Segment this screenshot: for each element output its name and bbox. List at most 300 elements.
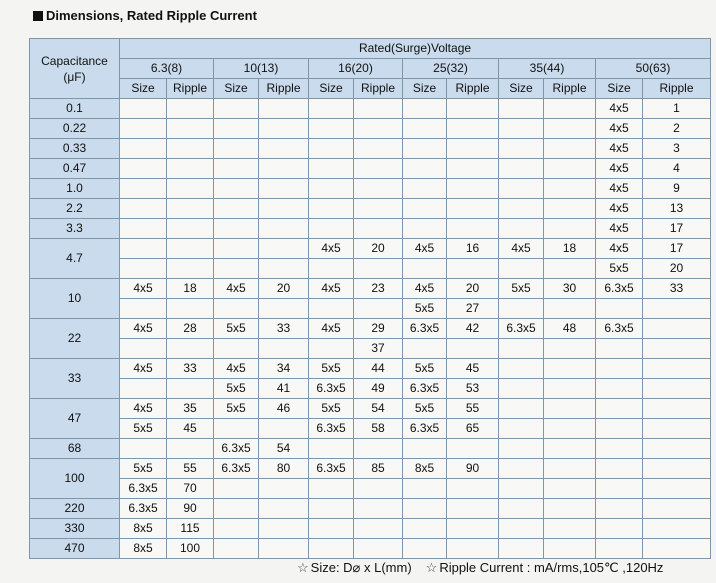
- ripple-cell: [643, 539, 711, 559]
- table-row: [30, 459, 711, 479]
- size-cell: [309, 259, 354, 279]
- ripple-cell: [544, 519, 596, 539]
- ripple-cell: [354, 159, 403, 179]
- ripple-cell: [544, 339, 596, 359]
- table-row: [30, 399, 711, 419]
- ripple-cell: [167, 219, 214, 239]
- capacitance-cell: 2.2: [30, 199, 120, 219]
- ripple-cell: 4: [643, 159, 711, 179]
- size-cell: [403, 339, 447, 359]
- ripple-cell: 35: [167, 399, 214, 419]
- ripple-cell: [167, 379, 214, 399]
- capacitance-cell: 47: [30, 399, 120, 439]
- size-cell: 4x5: [499, 239, 544, 259]
- ripple-cell: [167, 179, 214, 199]
- size-cell: [309, 119, 354, 139]
- ripple-subheader: Ripple: [354, 79, 403, 99]
- size-cell: 5x5: [120, 459, 167, 479]
- size-cell: [499, 479, 544, 499]
- ripple-cell: [354, 539, 403, 559]
- size-cell: 4x5: [120, 279, 167, 299]
- size-cell: [120, 299, 167, 319]
- size-cell: [309, 199, 354, 219]
- ripple-cell: 48: [544, 319, 596, 339]
- size-cell: [403, 159, 447, 179]
- table-row: [30, 279, 711, 299]
- ripple-cell: 55: [447, 399, 499, 419]
- ripple-cell: [447, 139, 499, 159]
- capacitance-cell: 0.47: [30, 159, 120, 179]
- ripple-cell: [643, 319, 711, 339]
- size-cell: 6.3x5: [309, 459, 354, 479]
- size-cell: [403, 139, 447, 159]
- ripple-subheader: Ripple: [167, 79, 214, 99]
- size-cell: 4x5: [596, 159, 643, 179]
- size-subheader: Size: [499, 79, 544, 99]
- table-row: [30, 479, 711, 499]
- size-cell: [596, 499, 643, 519]
- size-subheader: Size: [120, 79, 167, 99]
- ripple-cell: [544, 199, 596, 219]
- size-cell: [596, 359, 643, 379]
- size-cell: [120, 339, 167, 359]
- size-cell: 6.3x5: [120, 479, 167, 499]
- capacitance-cell: 68: [30, 439, 120, 459]
- table-row: [30, 379, 711, 399]
- table-row: [30, 359, 711, 379]
- size-cell: [120, 219, 167, 239]
- ripple-cell: [447, 339, 499, 359]
- ripple-cell: [167, 199, 214, 219]
- size-cell: 5x5: [309, 359, 354, 379]
- size-cell: [309, 499, 354, 519]
- ripple-cell: 20: [447, 279, 499, 299]
- size-cell: 5x5: [214, 399, 259, 419]
- ripple-cell: 85: [354, 459, 403, 479]
- size-cell: [214, 139, 259, 159]
- ripple-cell: [259, 139, 309, 159]
- ripple-cell: [259, 339, 309, 359]
- ripple-cell: 2: [643, 119, 711, 139]
- ripple-cell: [544, 499, 596, 519]
- table-row: [30, 339, 711, 359]
- ripple-cell: [643, 519, 711, 539]
- size-cell: [309, 479, 354, 499]
- ripple-cell: 90: [167, 499, 214, 519]
- ripple-cell: 18: [167, 279, 214, 299]
- size-cell: [403, 179, 447, 199]
- size-cell: [120, 179, 167, 199]
- ripple-cell: 34: [259, 359, 309, 379]
- ripple-cell: [643, 299, 711, 319]
- ripple-cell: 42: [447, 319, 499, 339]
- size-cell: 4x5: [309, 239, 354, 259]
- section-heading: [33, 8, 257, 23]
- capacitance-cell: 3.3: [30, 219, 120, 239]
- ripple-cell: [167, 299, 214, 319]
- ripple-cell: 20: [259, 279, 309, 299]
- ripple-cell: 70: [167, 479, 214, 499]
- ripple-cell: [643, 399, 711, 419]
- capacitance-cell: 10: [30, 279, 120, 319]
- ripple-cell: [167, 439, 214, 459]
- capacitance-cell: 0.22: [30, 119, 120, 139]
- ripple-cell: [259, 519, 309, 539]
- dimensions-table: [29, 38, 711, 559]
- size-cell: [309, 219, 354, 239]
- size-cell: [499, 259, 544, 279]
- star-icon: ☆: [425, 560, 438, 575]
- ripple-cell: [447, 499, 499, 519]
- size-cell: 5x5: [214, 379, 259, 399]
- size-cell: [120, 199, 167, 219]
- capacitance-cell: 0.1: [30, 99, 120, 119]
- capacitance-cell: 22: [30, 319, 120, 359]
- ripple-cell: [354, 219, 403, 239]
- ripple-cell: 44: [354, 359, 403, 379]
- ripple-cell: 20: [354, 239, 403, 259]
- size-cell: 5x5: [120, 419, 167, 439]
- size-cell: [596, 299, 643, 319]
- table-row: [30, 439, 711, 459]
- capacitance-cell: 330: [30, 519, 120, 539]
- ripple-cell: [544, 439, 596, 459]
- ripple-cell: 27: [447, 299, 499, 319]
- voltage-column-header: 10(13): [214, 59, 309, 79]
- size-cell: [214, 119, 259, 139]
- ripple-cell: [259, 479, 309, 499]
- ripple-cell: [259, 299, 309, 319]
- size-cell: [596, 479, 643, 499]
- size-cell: 8x5: [120, 519, 167, 539]
- size-cell: 6.3x5: [499, 319, 544, 339]
- ripple-cell: [447, 119, 499, 139]
- size-cell: [309, 339, 354, 359]
- ripple-cell: [544, 159, 596, 179]
- table-row: [30, 499, 711, 519]
- size-cell: [403, 539, 447, 559]
- size-cell: [499, 119, 544, 139]
- table-row: [30, 159, 711, 179]
- square-bullet-icon: [33, 11, 43, 21]
- table-header: [30, 39, 711, 99]
- ripple-cell: [259, 179, 309, 199]
- ripple-cell: 33: [167, 359, 214, 379]
- ripple-subheader: Ripple: [643, 79, 711, 99]
- table-row: [30, 319, 711, 339]
- size-cell: 4x5: [596, 119, 643, 139]
- size-cell: [120, 99, 167, 119]
- size-cell: [120, 259, 167, 279]
- ripple-cell: [544, 299, 596, 319]
- ripple-cell: [447, 519, 499, 539]
- ripple-cell: [643, 339, 711, 359]
- voltage-column-header: 6.3(8): [120, 59, 214, 79]
- table-row: [30, 419, 711, 439]
- ripple-cell: [643, 459, 711, 479]
- voltage-header: Rated(Surge)Voltage: [120, 39, 711, 59]
- size-cell: 6.3x5: [596, 319, 643, 339]
- size-cell: [499, 419, 544, 439]
- ripple-cell: [259, 259, 309, 279]
- ripple-cell: [447, 259, 499, 279]
- size-cell: [499, 99, 544, 119]
- ripple-cell: 18: [544, 239, 596, 259]
- ripple-cell: 54: [259, 439, 309, 459]
- ripple-cell: [544, 119, 596, 139]
- subheader-row: [30, 79, 711, 99]
- size-cell: [499, 159, 544, 179]
- ripple-cell: [167, 119, 214, 139]
- ripple-cell: [544, 259, 596, 279]
- ripple-cell: [643, 359, 711, 379]
- ripple-cell: 20: [643, 259, 711, 279]
- ripple-cell: 17: [643, 239, 711, 259]
- size-cell: 6.3x5: [403, 419, 447, 439]
- ripple-cell: [447, 179, 499, 199]
- size-cell: 6.3x5: [403, 319, 447, 339]
- ripple-cell: [259, 419, 309, 439]
- ripple-cell: [643, 379, 711, 399]
- ripple-cell: [167, 139, 214, 159]
- table-row: [30, 219, 711, 239]
- ripple-cell: [447, 439, 499, 459]
- size-cell: [403, 119, 447, 139]
- ripple-cell: [643, 439, 711, 459]
- table-row: [30, 179, 711, 199]
- size-cell: [214, 419, 259, 439]
- size-cell: 5x5: [499, 279, 544, 299]
- ripple-cell: [167, 159, 214, 179]
- size-cell: [403, 479, 447, 499]
- ripple-cell: 30: [544, 279, 596, 299]
- size-subheader: Size: [596, 79, 643, 99]
- voltage-column-header: 35(44): [499, 59, 596, 79]
- size-cell: [120, 159, 167, 179]
- size-cell: [403, 199, 447, 219]
- size-cell: [214, 159, 259, 179]
- ripple-cell: [643, 419, 711, 439]
- size-cell: [309, 439, 354, 459]
- ripple-cell: 29: [354, 319, 403, 339]
- size-cell: [499, 399, 544, 419]
- ripple-cell: [354, 199, 403, 219]
- size-cell: [499, 459, 544, 479]
- size-cell: 8x5: [120, 539, 167, 559]
- table-row: [30, 259, 711, 279]
- ripple-cell: 45: [167, 419, 214, 439]
- size-cell: [214, 299, 259, 319]
- size-cell: [596, 519, 643, 539]
- size-cell: 4x5: [403, 239, 447, 259]
- ripple-note: ☆ Ripple Current : mA/rms,105℃ ,120Hz: [425, 560, 664, 575]
- size-cell: [214, 239, 259, 259]
- size-cell: [214, 259, 259, 279]
- size-cell: [120, 439, 167, 459]
- table-row: [30, 299, 711, 319]
- ripple-cell: [259, 199, 309, 219]
- size-cell: [499, 139, 544, 159]
- table-row: [30, 119, 711, 139]
- ripple-cell: [259, 499, 309, 519]
- size-cell: 5x5: [403, 359, 447, 379]
- size-cell: 6.3x5: [120, 499, 167, 519]
- ripple-cell: [259, 159, 309, 179]
- ripple-cell: [167, 239, 214, 259]
- ripple-cell: [447, 219, 499, 239]
- ripple-cell: 49: [354, 379, 403, 399]
- ripple-cell: [447, 99, 499, 119]
- ripple-cell: 37: [354, 339, 403, 359]
- ripple-cell: 80: [259, 459, 309, 479]
- size-cell: [214, 339, 259, 359]
- table-row: [30, 519, 711, 539]
- ripple-cell: 17: [643, 219, 711, 239]
- ripple-cell: 1: [643, 99, 711, 119]
- ripple-cell: [259, 539, 309, 559]
- size-cell: 4x5: [120, 359, 167, 379]
- size-cell: 4x5: [309, 319, 354, 339]
- ripple-cell: [447, 479, 499, 499]
- size-cell: [403, 519, 447, 539]
- ripple-cell: [354, 439, 403, 459]
- size-note: ☆ Size: D⌀ x L(mm): [297, 560, 412, 575]
- size-cell: 4x5: [120, 399, 167, 419]
- ripple-cell: [544, 379, 596, 399]
- size-cell: [214, 499, 259, 519]
- size-cell: 4x5: [596, 139, 643, 159]
- ripple-cell: 46: [259, 399, 309, 419]
- size-cell: [596, 439, 643, 459]
- size-cell: [309, 159, 354, 179]
- ripple-cell: 100: [167, 539, 214, 559]
- ripple-cell: [354, 299, 403, 319]
- size-cell: [499, 519, 544, 539]
- star-icon: ☆: [297, 560, 309, 575]
- ripple-cell: [544, 219, 596, 239]
- ripple-cell: [643, 479, 711, 499]
- capacitance-cell: 220: [30, 499, 120, 519]
- size-cell: 4x5: [403, 279, 447, 299]
- capacitance-cell: 33: [30, 359, 120, 399]
- size-cell: 8x5: [403, 459, 447, 479]
- capacitance-cell: 4.7: [30, 239, 120, 279]
- ripple-cell: [544, 539, 596, 559]
- size-cell: [309, 99, 354, 119]
- size-cell: 4x5: [214, 279, 259, 299]
- size-cell: [499, 359, 544, 379]
- capacitance-header: Capacitance (μF): [30, 39, 120, 99]
- voltage-column-header: 25(32): [403, 59, 499, 79]
- size-cell: [120, 379, 167, 399]
- ripple-cell: 23: [354, 279, 403, 299]
- size-cell: [214, 539, 259, 559]
- size-cell: [596, 539, 643, 559]
- size-cell: [499, 539, 544, 559]
- size-cell: [499, 379, 544, 399]
- ripple-cell: [354, 119, 403, 139]
- size-cell: 4x5: [596, 99, 643, 119]
- size-cell: 6.3x5: [214, 459, 259, 479]
- size-cell: [120, 119, 167, 139]
- ripple-cell: [167, 259, 214, 279]
- ripple-cell: 54: [354, 399, 403, 419]
- ripple-cell: 16: [447, 239, 499, 259]
- size-cell: 6.3x5: [214, 439, 259, 459]
- ripple-cell: 33: [259, 319, 309, 339]
- table-row: [30, 539, 711, 559]
- size-subheader: Size: [309, 79, 354, 99]
- ripple-cell: [544, 459, 596, 479]
- ripple-cell: 13: [643, 199, 711, 219]
- size-cell: [596, 399, 643, 419]
- size-cell: [499, 339, 544, 359]
- ripple-cell: [354, 499, 403, 519]
- size-cell: [499, 299, 544, 319]
- size-cell: [403, 439, 447, 459]
- ripple-cell: [259, 119, 309, 139]
- size-cell: 4x5: [214, 359, 259, 379]
- ripple-cell: 45: [447, 359, 499, 379]
- size-cell: [403, 99, 447, 119]
- size-cell: [499, 499, 544, 519]
- capacitance-cell: 100: [30, 459, 120, 499]
- ripple-subheader: Ripple: [447, 79, 499, 99]
- ripple-cell: [447, 199, 499, 219]
- size-cell: [596, 339, 643, 359]
- size-cell: 4x5: [596, 219, 643, 239]
- capacitance-cell: 1.0: [30, 179, 120, 199]
- size-cell: [214, 99, 259, 119]
- voltage-column-header: 50(63): [596, 59, 711, 79]
- size-cell: [309, 539, 354, 559]
- size-cell: [214, 179, 259, 199]
- size-subheader: Size: [403, 79, 447, 99]
- table-body: [30, 99, 711, 559]
- size-cell: [214, 199, 259, 219]
- size-cell: 5x5: [309, 399, 354, 419]
- size-cell: [309, 139, 354, 159]
- size-cell: [309, 179, 354, 199]
- size-cell: [499, 199, 544, 219]
- size-cell: [596, 379, 643, 399]
- size-cell: 5x5: [214, 319, 259, 339]
- size-cell: [120, 239, 167, 259]
- size-cell: [214, 519, 259, 539]
- ripple-cell: [544, 399, 596, 419]
- size-cell: [214, 219, 259, 239]
- table-row: [30, 199, 711, 219]
- ripple-cell: [259, 99, 309, 119]
- ripple-cell: [447, 159, 499, 179]
- size-cell: 5x5: [403, 299, 447, 319]
- size-cell: 5x5: [596, 259, 643, 279]
- size-cell: 4x5: [596, 199, 643, 219]
- ripple-cell: [354, 179, 403, 199]
- ripple-cell: [354, 259, 403, 279]
- ripple-cell: [354, 479, 403, 499]
- size-cell: [596, 459, 643, 479]
- ripple-cell: [259, 239, 309, 259]
- ripple-cell: [167, 99, 214, 119]
- ripple-cell: 41: [259, 379, 309, 399]
- capacitance-cell: 0.33: [30, 139, 120, 159]
- size-cell: 6.3x5: [596, 279, 643, 299]
- ripple-subheader: Ripple: [259, 79, 309, 99]
- table-row: [30, 139, 711, 159]
- size-subheader: Size: [214, 79, 259, 99]
- ripple-cell: 115: [167, 519, 214, 539]
